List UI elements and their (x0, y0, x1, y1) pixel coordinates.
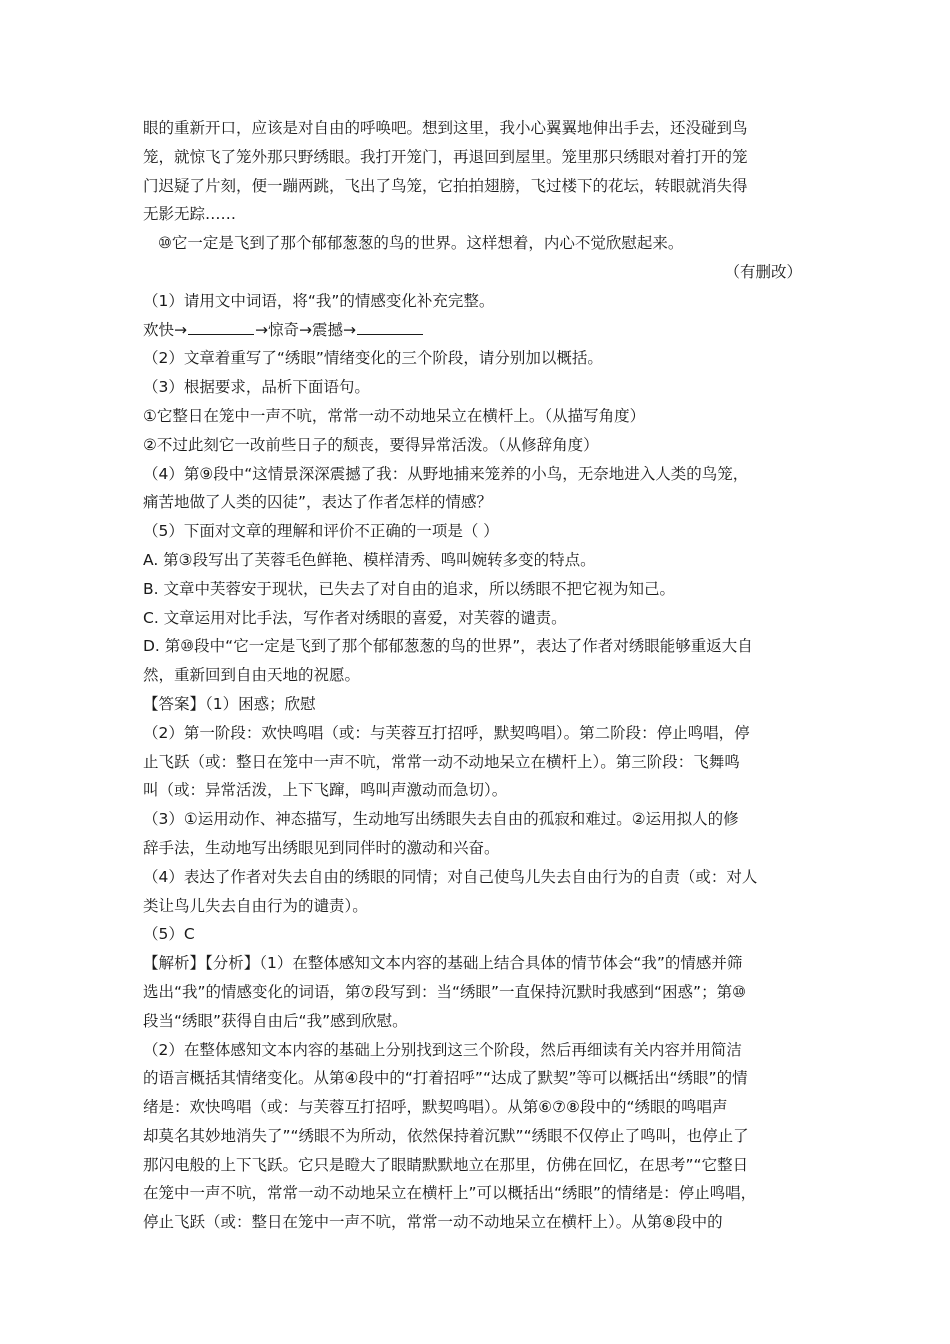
answer-5: （5）C (143, 925, 195, 944)
passage-line: 眼的重新开口，应该是对自由的呼唤吧。想到这里，我小心翼翼地伸出手去，还没碰到鸟 (143, 119, 748, 137)
question-1: （1）请用文中词语，将“我”的情感变化补充完整。 (143, 291, 495, 310)
analysis-line: 【解析】【分析】（1）在整体感知文本内容的基础上结合具体的情节体会“我”的情感并筛 (143, 954, 743, 973)
analysis-line: 停止飞跃（或：整日在笼中一声不吭，常常一动不动地呆立在横杆上）。从第⑧段中的 (143, 1213, 723, 1232)
question-4-line: （4）第⑨段中“这情景深深震撼了我：从野地捕来笼养的小鸟，无奈地进入人类的鸟笼， (143, 464, 749, 483)
answer-4-line: 类让鸟儿失去自由行为的谴责）。 (143, 896, 368, 915)
option-a: A. 第③段写出了芙蓉毛色鲜艳、模样清秀、鸣叫婉转多变的特点。 (143, 550, 596, 569)
answer-3-line: （3）①运用动作、神态描写，生动地写出绣眼失去自由的孤寂和难过。②运用拟人的修 (143, 810, 739, 829)
question-5: （5）下面对文章的理解和评价不正确的一项是（ ） (143, 522, 499, 541)
question-3-item-2: ②不过此刻它一改前些日子的颓丧，要得异常活泼。（从修辞角度） (143, 435, 599, 454)
question-3: （3）根据要求，品析下面语句。 (143, 378, 370, 397)
analysis-line: 段当“绣眼”获得自由后“我”感到欣慰。 (143, 1011, 408, 1030)
chain-start: 欢快→ (143, 320, 187, 339)
analysis-line: （2）在整体感知文本内容的基础上分别找到这三个阶段，然后再细读有关内容并用简洁 (143, 1040, 742, 1059)
document-body (143, 114, 810, 1237)
question-4-line: 痛苦地做了人类的囚徒”，表达了作者怎样的情感？ (143, 493, 493, 512)
answer-4-line: （4）表达了作者对失去自由的绣眼的同情；对自己使鸟儿失去自由行为的自责（或：对人 (143, 867, 758, 886)
analysis-line: 绪是：欢快鸣唱（或：与芙蓉互打招呼，默契鸣唱）。从第⑥⑦⑧段中的“绣眼的鸣唱声 (143, 1098, 728, 1117)
option-c: C. 文章运用对比手法，写作者对绣眼的喜爱，对芙蓉的谴责。 (143, 608, 567, 627)
analysis-line: 的语言概括其情绪变化。从第④段中的“打着招呼”“达成了默契”等可以概括出“绣眼”的情 (143, 1069, 748, 1088)
analysis-line: 那闪电般的上下飞跃。它只是瞪大了眼睛默默地立在那里，仿佛在回忆，在思考”“它整日 (143, 1155, 749, 1174)
answer-blank-1 (188, 318, 254, 335)
option-b: B. 文章中芙蓉安于现状，已失去了对自由的追求，所以绣眼不把它视为知己。 (143, 579, 675, 598)
question-3-item-1: ①它整日在笼中一声不吭，常常一动不动地呆立在横杆上。（从描写角度） (143, 406, 646, 425)
answer-2-line: 叫（或：异常活泼，上下飞蹿，鸣叫声激动而急切）。 (143, 781, 508, 800)
analysis-line: 在笼中一声不吭，常常一动不动地呆立在横杆上”可以概括出“绣眼”的情绪是：停止鸣唱， (143, 1184, 757, 1203)
passage-line: 门迟疑了片刻，便一蹦两跳，飞出了鸟笼，它拍拍翅膀，飞过楼下的花坛，转眼就消失得 (143, 176, 748, 195)
question-1-chain (143, 316, 810, 345)
answer-2-line: （2）第一阶段：欢快鸣唱（或：与芙蓉互打招呼，默契鸣唱）。第二阶段：停止鸣唱，停 (143, 723, 750, 742)
passage-paragraph-10: ⑩它一定是飞到了那个郁郁葱葱的鸟的世界。这样想着，内心不觉欣慰起来。 (158, 234, 684, 253)
option-d-line: D. 第⑩段中“它一定是飞到了那个郁郁葱葱的鸟的世界”，表达了作者对绣眼能够重返大自 (143, 637, 753, 656)
analysis-line: 却莫名其妙地消失了”“绣眼不为所动，依然保持着沉默”“绣眼不仅停止了鸣叫，也停止了 (143, 1126, 749, 1145)
option-d-line: 然，重新回到自由天地的祝愿。 (143, 666, 361, 685)
passage-line: 笼，就惊飞了笼外那只野绣眼。我打开笼门，再退回到屋里。笼里那只绣眼对着打开的笼 (143, 147, 748, 166)
analysis-line: 选出“我”的情感变化的词语，第⑦段写到：当“绣眼”一直保持沉默时我感到“困惑”；第⑩ (143, 982, 746, 1001)
answer-2-line: 止飞跃（或：整日在笼中一声不吭，常常一动不动地呆立在横杆上）。第三阶段：飞舞鸣 (143, 752, 740, 771)
answer-3-line: 辞手法，生动地写出绣眼见到同伴时的激动和兴奋。 (143, 838, 500, 857)
question-2: （2）文章着重写了“绣眼”情绪变化的三个阶段，请分别加以概括。 (143, 349, 603, 368)
passage-line: 无影无踪…… (143, 205, 237, 224)
answer-1: 【答案】（1）困惑；欣慰 (143, 694, 316, 713)
source-note: （有删改） (724, 262, 802, 281)
answer-blank-2 (357, 318, 423, 335)
chain-middle: →惊奇→震撼→ (255, 320, 356, 339)
